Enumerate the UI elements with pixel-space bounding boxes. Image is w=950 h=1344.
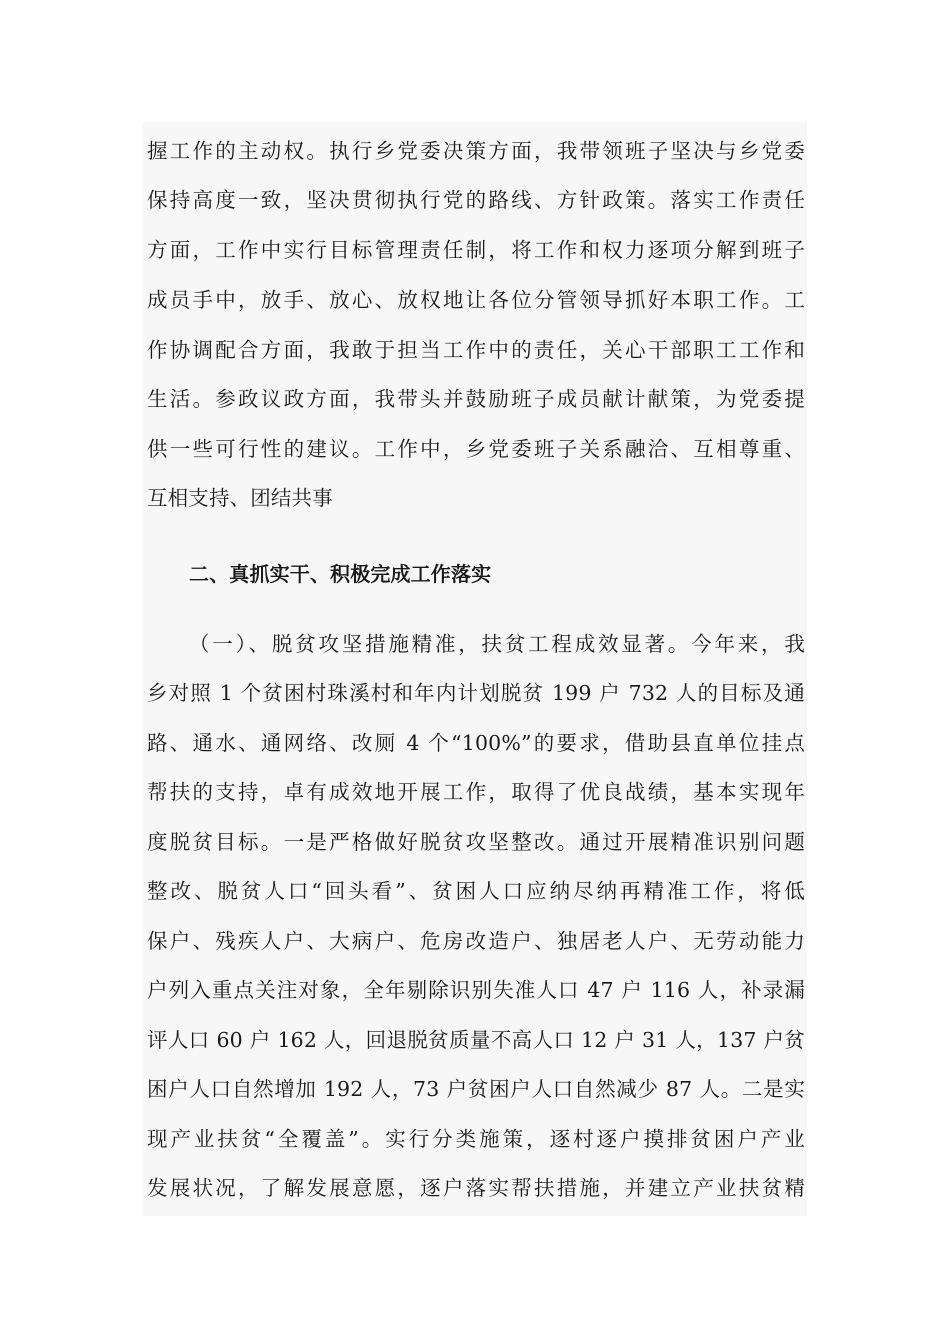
paragraph-1-line-5: 作协调配合方面，我敢于担当工作中的责任，关心干部职工工作和 — [147, 338, 805, 362]
paragraph-2-line-11: 现产业扶贫“全覆盖”。实行分类施策，逐村逐户摸排贫困户产业 — [147, 1127, 805, 1151]
paragraph-1-line-4: 成员手中，放手、放心、放权地让各位分管领导抓好本职工作。工 — [147, 288, 805, 312]
paragraph-1-line-8: 互相支持、团结共事 — [147, 486, 333, 510]
paragraph-1-line-6: 生活。参政议政方面，我带头并鼓励班子成员献计献策，为党委提 — [147, 387, 805, 411]
paragraph-2-line-5: 度脱贫目标。一是严格做好脱贫攻坚整改。通过开展精准识别问题 — [147, 830, 805, 854]
paragraph-2-line-10: 困户人口自然增加 192 人，73 户贫困户人口自然减少 87 人。二是实 — [147, 1077, 805, 1101]
paragraph-1-line-1: 握工作的主动权。执行乡党委决策方面，我带领班子坚决与乡党委 — [147, 139, 805, 163]
paragraph-2-line-2: 乡对照 1 个贫困村珠溪村和年内计划脱贫 199 户 732 人的目标及通 — [147, 681, 805, 705]
paragraph-1-line-2: 保持高度一致，坚决贯彻执行党的路线、方针政策。落实工作责任 — [147, 188, 805, 212]
paragraph-2-line-12: 发展状况，了解发展意愿，逐户落实帮扶措施，并建立产业扶贫精 — [147, 1176, 805, 1200]
paragraph-2-line-8: 户列入重点关注对象，全年剔除识别失准人口 47 户 116 人，补录漏 — [147, 978, 805, 1002]
paragraph-2-line-9: 评人口 60 户 162 人，回退脱贫质量不高人口 12 户 31 人，137 户贫 — [147, 1028, 805, 1052]
paragraph-1-line-7: 供一些可行性的建议。工作中，乡党委班子关系融洽、互相尊重、 — [147, 437, 805, 461]
section-2-heading: 二、真抓实干、积极完成工作落实 — [189, 562, 492, 586]
paragraph-2-line-4: 帮扶的支持，卓有成效地开展工作，取得了优良战绩，基本实现年 — [147, 780, 805, 804]
document-text-area — [143, 122, 807, 1216]
paragraph-1-line-3: 方面，工作中实行目标管理责任制，将工作和权力逐项分解到班子 — [147, 238, 805, 262]
paragraph-2-line-1: （一）、脱贫攻坚措施精准，扶贫工程成效显著。今年来，我 — [189, 632, 805, 656]
paragraph-2-line-7: 保户、残疾人户、大病户、危房改造户、独居老人户、无劳动能力 — [147, 929, 805, 953]
paragraph-2-line-6: 整改、脱贫人口“回头看”、贫困人口应纳尽纳再精准工作，将低 — [147, 879, 805, 903]
paragraph-2-line-3: 路、通水、通网络、改厕 4 个“100%”的要求，借助县直单位挂点 — [147, 731, 805, 755]
